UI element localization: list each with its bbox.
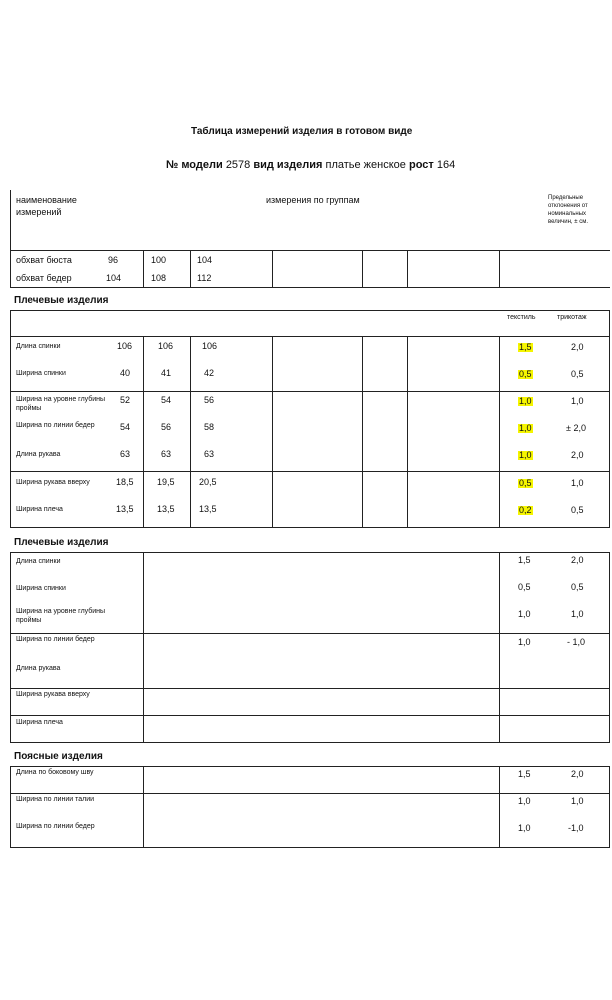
row-label: Ширина по линии бедер bbox=[16, 422, 95, 429]
cell-textile: 1,0 bbox=[519, 423, 532, 433]
cell-textile: 1,0 bbox=[518, 609, 531, 619]
page-title: Таблица измерений изделия в готовом виде bbox=[191, 126, 413, 137]
cell-v1: 63 bbox=[120, 449, 131, 459]
cell-v3: 112 bbox=[197, 273, 212, 283]
cell-v1: 104 bbox=[106, 273, 122, 283]
cell-v3: 20,5 bbox=[199, 477, 217, 487]
cell-v3: 42 bbox=[204, 368, 215, 378]
cell-knit: - 1,0 bbox=[567, 637, 586, 647]
cell-textile: 1,0 bbox=[518, 637, 531, 647]
cell-knit: 0,5 bbox=[571, 582, 584, 592]
cell-v2: 41 bbox=[161, 368, 172, 378]
row-label: Длина спинки bbox=[16, 343, 61, 350]
cell-knit: 1,0 bbox=[571, 796, 584, 806]
row-label: обхват бедер bbox=[16, 273, 72, 283]
section-title-shoulder-1: Плечевые изделия bbox=[14, 295, 109, 306]
cell-v3: 58 bbox=[204, 422, 215, 432]
cell-textile: 0,5 bbox=[519, 478, 532, 488]
cell-v2: 106 bbox=[158, 341, 174, 351]
cell-textile: 0,2 bbox=[519, 505, 532, 515]
cell-v1: 40 bbox=[120, 368, 131, 378]
cell-v3: 63 bbox=[204, 449, 215, 459]
kind-value: платье женское bbox=[325, 159, 406, 171]
cell-knit: 1,0 bbox=[571, 609, 584, 619]
row-label: Ширина по линии бедер bbox=[16, 823, 95, 830]
section-title-shoulder-2: Плечевые изделия bbox=[14, 537, 109, 548]
cell-v3: 13,5 bbox=[199, 504, 217, 514]
row-label: Ширина плеча bbox=[16, 506, 63, 513]
row-label: Ширина плеча bbox=[16, 719, 63, 726]
cell-textile: 0,5 bbox=[518, 582, 531, 592]
cell-v1: 96 bbox=[108, 255, 119, 265]
row-label: Длина спинки bbox=[16, 558, 61, 565]
cell-v2: 100 bbox=[151, 255, 167, 265]
cell-v2: 63 bbox=[161, 449, 172, 459]
cell-v3: 104 bbox=[197, 255, 213, 265]
cell-knit: 2,0 bbox=[571, 342, 584, 352]
row-label: Длина рукава bbox=[16, 451, 61, 458]
cell-v2: 56 bbox=[161, 422, 172, 432]
row-label: Ширина на уровне глубины проймы bbox=[16, 608, 106, 625]
cell-v3: 106 bbox=[202, 341, 218, 351]
model-number: 2578 bbox=[225, 159, 251, 171]
cell-v1: 106 bbox=[117, 341, 133, 351]
cell-knit: -1,0 bbox=[568, 823, 584, 833]
cell-v1: 18,5 bbox=[116, 477, 134, 487]
cell-knit: 2,0 bbox=[571, 450, 584, 460]
cell-knit: 0,5 bbox=[571, 369, 584, 379]
row-label: Длина по боковому шву bbox=[16, 769, 94, 776]
cell-knit: 1,0 bbox=[571, 396, 584, 406]
cell-textile: 1,0 bbox=[518, 796, 531, 806]
cell-knit: 2,0 bbox=[571, 555, 584, 565]
cell-v2: 13,5 bbox=[157, 504, 175, 514]
cell-textile: 1,0 bbox=[519, 396, 532, 406]
col-groups-header: измерения по группам bbox=[266, 195, 360, 205]
height-value: 164 bbox=[436, 159, 456, 171]
cell-textile: 0,5 bbox=[519, 369, 532, 379]
cell-v3: 56 bbox=[204, 395, 215, 405]
model-line bbox=[166, 159, 455, 171]
col-name-header: наименование измерений bbox=[16, 195, 77, 218]
row-label: Ширина по линии бедер bbox=[16, 636, 95, 643]
cell-knit: 2,0 bbox=[571, 769, 584, 779]
cell-v1: 54 bbox=[120, 422, 131, 432]
col-tolerance-header: Предельные отклонения от номинальных величин, ± см. bbox=[548, 195, 588, 226]
model-label: № модели bbox=[166, 159, 223, 171]
height-label: рост bbox=[408, 159, 434, 171]
section-title-waist: Поясные изделия bbox=[14, 751, 103, 762]
cell-textile: 1,5 bbox=[519, 342, 532, 352]
col-textile-header: текстиль bbox=[507, 314, 536, 321]
row-label: Ширина по линии талии bbox=[16, 796, 95, 803]
row-label: обхват бюста bbox=[16, 255, 72, 265]
row-label: Ширина рукава вверху bbox=[16, 479, 90, 486]
cell-knit: 1,0 bbox=[571, 478, 584, 488]
row-label: Ширина рукава вверху bbox=[16, 691, 90, 698]
col-knit-header: трикотаж bbox=[557, 314, 587, 321]
cell-v1: 52 bbox=[120, 395, 131, 405]
cell-textile: 1,5 bbox=[518, 769, 531, 779]
row-label: Длина рукава bbox=[16, 665, 61, 672]
row-label: Ширина спинки bbox=[16, 370, 66, 377]
cell-textile: 1,5 bbox=[518, 555, 531, 565]
cell-v2: 19,5 bbox=[157, 477, 175, 487]
cell-knit: ± 2,0 bbox=[566, 423, 586, 433]
cell-textile: 1,0 bbox=[518, 823, 531, 833]
row-label: Ширина на уровне глубины проймы bbox=[16, 396, 106, 413]
kind-label: вид изделия bbox=[253, 159, 323, 171]
cell-v2: 108 bbox=[151, 273, 167, 283]
row-label: Ширина спинки bbox=[16, 585, 66, 592]
cell-v2: 54 bbox=[161, 395, 172, 405]
cell-v1: 13,5 bbox=[116, 504, 134, 514]
cell-textile: 1,0 bbox=[519, 450, 532, 460]
cell-knit: 0,5 bbox=[571, 505, 584, 515]
